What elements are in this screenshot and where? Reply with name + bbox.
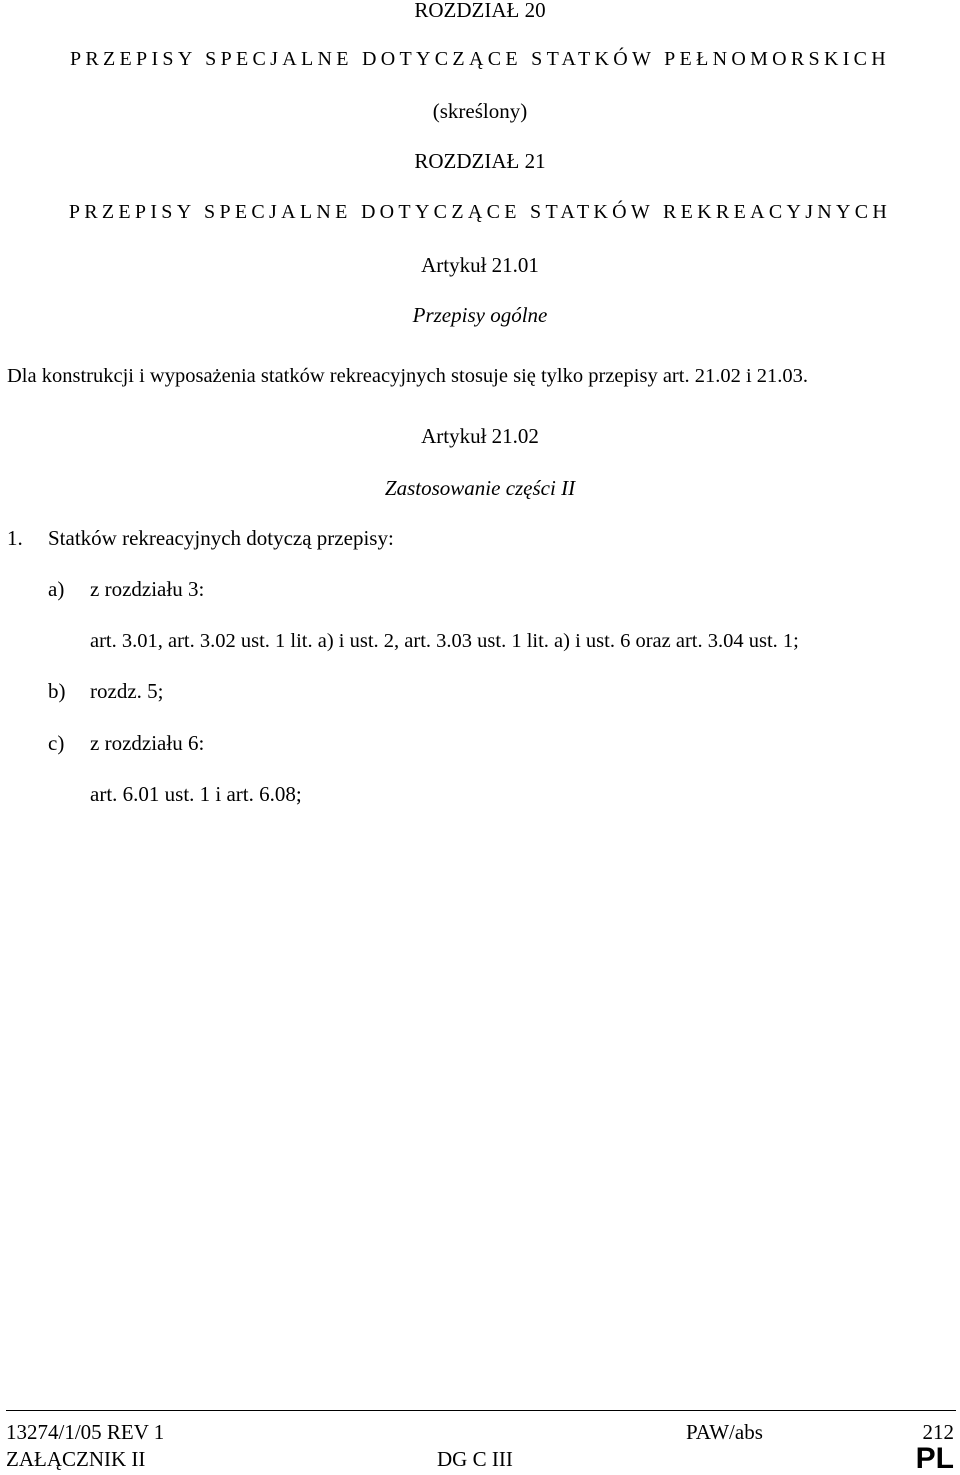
footer-divider	[6, 1410, 956, 1411]
item-b-text: rozdz. 5;	[90, 679, 164, 703]
chapter-20-heading: ROZDZIAŁ 20	[414, 0, 546, 22]
footer-dg: DG C III	[437, 1447, 513, 1471]
footer-doc-ref: 13274/1/05 REV 1	[6, 1420, 165, 1444]
article-21-02-subtitle: Zastosowanie części II	[384, 476, 576, 500]
item-a-letter: a)	[48, 577, 65, 601]
item-a-detail: art. 3.01, art. 3.02 ust. 1 lit. a) i ust. 2, art. 3.03 ust. 1 lit. a) i ust. 6 oraz art. 3.04 ust. 1;	[90, 630, 799, 652]
footer-initials: PAW/abs	[686, 1420, 763, 1444]
chapter-21-title: PRZEPISY SPECJALNE DOTYCZĄCE STATKÓW REKREACYJNYCH	[68, 201, 892, 223]
chapter-20-title: PRZEPISY SPECJALNE DOTYCZĄCE STATKÓW PEŁNOMORSKICH	[69, 48, 891, 70]
item-c-letter: c)	[48, 731, 65, 755]
article-21-01-heading: Artykuł 21.01	[421, 253, 539, 277]
footer-annex: ZAŁĄCZNIK II	[6, 1447, 146, 1471]
article-21-01-subtitle: Przepisy ogólne	[412, 303, 548, 327]
point-1-number: 1.	[7, 526, 23, 550]
item-b-letter: b)	[48, 679, 66, 703]
item-c-detail: art. 6.01 ust. 1 i art. 6.08;	[90, 782, 302, 806]
chapter-21-heading: ROZDZIAŁ 21	[414, 149, 546, 173]
item-c-text: z rozdziału 6:	[90, 731, 205, 755]
footer-language-code: PL	[915, 1442, 954, 1475]
chapter-20-note: (skreślony)	[432, 99, 528, 123]
article-21-02-heading: Artykuł 21.02	[421, 424, 539, 448]
point-1-text: Statków rekreacyjnych dotyczą przepisy:	[48, 526, 394, 550]
footer-page-number: 212	[922, 1420, 954, 1444]
article-21-01-text: Dla konstrukcji i wyposażenia statków rekreacyjnych stosuje się tylko przepisy art. 21.02 i 21.03.	[7, 365, 809, 387]
item-a-text: z rozdziału 3:	[90, 577, 205, 601]
